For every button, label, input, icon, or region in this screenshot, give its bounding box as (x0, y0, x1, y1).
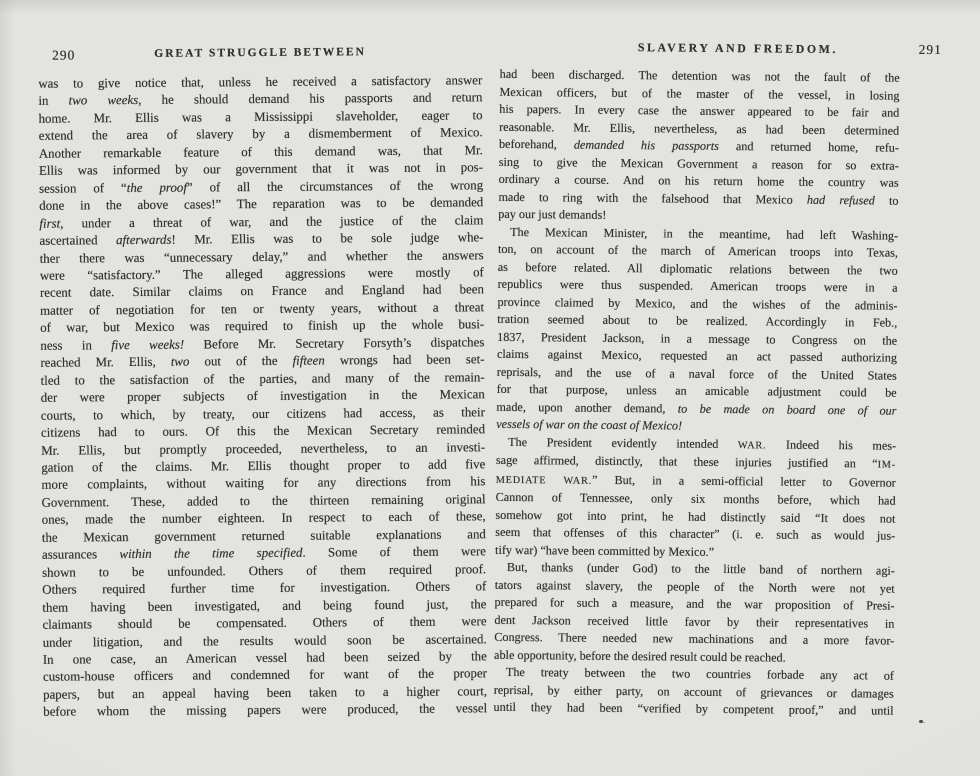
text-segment: the Mexican government returned suitable explanations and (41, 527, 486, 545)
text-segment: gation of the claims. Mr. Ellis thought proper to add five (41, 457, 486, 475)
text-segment: within the time specified (119, 545, 303, 562)
text-segment: reached Mr. Ellis, (40, 354, 171, 370)
text-segment: somehow got into print, he had distinctly said “It does not (495, 507, 896, 526)
text-segment: Mr. Ellis, but promptly proceeded, nevertheless, to an investi- (41, 439, 486, 458)
text-segment: made to ring with the falsehood that Mexico (498, 189, 807, 207)
text-segment: Mexican officers, but of the master of the vessel, in losing (499, 84, 900, 103)
text-line (43, 701, 487, 722)
text-segment: as before related. All diplomatic relations between the two (497, 259, 898, 278)
text-segment: dent Jackson received little favor by their representatives in (494, 612, 895, 631)
text-segment: out of the (189, 354, 293, 369)
text-segment: republics were thus suspended. American troops were in a (497, 276, 898, 295)
text-segment: to (874, 192, 899, 208)
text-segment: tify war) “have been committed by Mexico.” (495, 542, 715, 559)
text-segment: der were proper subjects of investigation in the Mexican (40, 387, 485, 405)
text-segment: sing to give the Mexican Government a reason for so extra- (498, 154, 899, 173)
text-segment: citizens had to ours. Of this the Mexican Secretary reminded (40, 422, 486, 440)
text-segment: ordinary a course. And on his return home the country was (498, 171, 899, 190)
text-segment: session of “ (39, 180, 127, 196)
text-segment: province claimed by Mexico, and the wishes of the adminis- (497, 294, 898, 313)
text-segment: reprisal, by either party, on account of grievances or damages (493, 682, 894, 701)
text-segment: before whom the missing papers were produced, the vessel (43, 701, 488, 720)
text-segment: home. Mr. Ellis was a Mississippi slaveholder, eager to (38, 108, 483, 126)
text-segment: tled to the satisfaction of the parties, and many of the remain- (40, 369, 485, 388)
ink-speck-artifact (919, 720, 923, 723)
text-segment: two (170, 354, 190, 369)
page-number-left: 290 (52, 47, 76, 63)
text-segment: recent date. Similar claims on France and England had been (39, 282, 484, 301)
text-segment: 1837, President Jackson, in a message to Congress on the (497, 329, 898, 348)
text-segment: of war, but Mexico was required to finish up the whole busi- (40, 317, 485, 336)
text-segment: sage affirmed, distinctly, that these injuries justified an “ (495, 452, 878, 471)
text-segment: first (39, 216, 61, 231)
text-segment: claims against Mexico, requested an act passed authorizing (496, 346, 898, 365)
text-segment: fifteen (292, 353, 325, 369)
text-segment: shown to be unfounded. Others of them required proof. (42, 561, 487, 580)
text-segment: Before Mr. Secretary Forsyth’s dispatches (184, 335, 485, 352)
text-segment: Ellis was informed by our government that it was not in pos- (38, 160, 484, 179)
text-segment: Government. These, added to the thirteen remaining original (41, 492, 486, 510)
text-segment: ther there was “unnecessary delay,” and whether the answers (39, 247, 484, 266)
text-segment: ! Mr. Ellis was to be sole judge whe- (171, 230, 484, 247)
text-segment: them having been investigated, and being found just, the (42, 596, 487, 615)
text-segment: Indeed his mes- (766, 436, 897, 453)
text-segment: his papers. In every case the answer appeared to be fair and (499, 101, 900, 120)
text-segment: pay our just demands! (498, 206, 607, 222)
text-segment: assurances (41, 547, 120, 562)
text-segment: demanded his passports (573, 137, 719, 153)
page-text-right (493, 66, 899, 720)
text-segment: reprisals, and the use of a naval force of the United States (496, 364, 897, 383)
text-segment: In one case, an American vessel had been seized by the (42, 649, 487, 667)
text-segment: done in the above cases!” The reparation was to be demanded (39, 195, 484, 213)
text-segment: ton, on account of the march of American troops into Texas, (497, 241, 899, 260)
text-segment: the proof (126, 180, 187, 195)
text-segment: , under a threat of war, and the justice of the claim (60, 212, 484, 231)
text-segment: afterwards (115, 232, 172, 248)
text-segment: reasonable. Mr. Ellis, nevertheless, as had been determined (499, 119, 900, 138)
text-segment: tators against slavery, the people of the North were not yet (494, 577, 895, 596)
text-segment: ” But, in a semi-official letter to Governor (591, 472, 896, 490)
text-segment: courts, to which, by treaty, our citizens had access, as their (40, 404, 485, 423)
book-page-right (493, 38, 947, 721)
text-segment: ascertained (39, 233, 117, 248)
text-segment: Others required further time for investigation. Others of (42, 579, 487, 597)
text-segment: and returned home, refu- (718, 138, 900, 155)
text-segment: was to give notice that, unless he received a satisfactory answer (38, 73, 483, 91)
running-title-left: GREAT STRUGGLE BETWEEN (154, 46, 366, 60)
text-segment: The President evidently intended (508, 434, 738, 451)
text-segment: vessels of war on the coast of Mexico! (496, 416, 683, 433)
text-segment: claimants should be compensated. Others of them were (42, 614, 487, 632)
text-segment: Another remarkable feature of this demand was, that Mr. (38, 143, 483, 161)
text-segment: papers, but an appeal having been taken to a higher court, (43, 684, 488, 702)
running-title-right: SLAVERY AND FREEDOM. (637, 40, 839, 57)
text-segment: Congress. There needed new machinations and a more favor- (494, 629, 895, 648)
text-segment: tration seemed about to be realized. Accordingly in Feb., (497, 311, 898, 330)
page-number-right: 291 (918, 41, 942, 58)
text-segment: . Some of them were (302, 544, 487, 560)
text-segment: seem that offenses of this character” (i. e. such as would jus- (495, 524, 896, 543)
page-header-left (38, 44, 482, 63)
text-segment: custom-house officers and condemned for want of the proper (42, 666, 487, 685)
text-segment: IM- (877, 459, 896, 471)
text-segment: were “satisfactory.” The alleged aggressions were mostly of (39, 265, 484, 283)
text-segment: had refused (806, 192, 875, 207)
text-segment: had been discharged. The detention was not the fault of the (499, 66, 900, 85)
text-segment: The treaty between the two countries forbade any act of (505, 664, 894, 683)
text-segment: , he should demand his passports and return (138, 90, 483, 108)
text-segment: two weeks (68, 93, 139, 108)
text-segment: five weeks! (111, 337, 185, 352)
text-line (493, 699, 893, 720)
text-segment: ” of all the circumstances of the wrong (186, 177, 484, 195)
text-segment: The Mexican Minister, in the meantime, had left Washing- (510, 224, 899, 243)
text-segment: more complaints, without waiting for any directions from his (41, 474, 486, 493)
text-segment: under litigation, and the results would soon be ascertained. (42, 631, 487, 650)
book-page-left (38, 44, 487, 721)
text-segment: wrongs had been set- (324, 352, 485, 368)
text-segment: made, upon another demand, (496, 399, 678, 416)
text-segment: extend the area of slavery by a dismemberment of Mexico. (38, 125, 483, 144)
text-segment: MEDIATE WAR. (495, 474, 593, 487)
text-segment: matter of negotiation for ten or twenty years, without a threat (40, 300, 485, 318)
text-segment: prepared for such a measure, and the war proposition of Presi- (494, 594, 895, 613)
text-segment: WAR. (737, 439, 767, 451)
text-segment: until they had been “verified by competent proof,” and until (493, 699, 894, 718)
text-segment: But, thanks (under God) to the little band of northern agi- (506, 559, 895, 578)
text-segment: for that purpose, unless an amicable adjustment could be (496, 381, 897, 400)
text-segment: Cannon of Tennessee, only six months before, which had (495, 489, 896, 508)
page-header-right (500, 38, 948, 58)
text-segment: in (38, 93, 69, 109)
text-segment: beforehand, (498, 136, 574, 152)
page-text-left (38, 72, 487, 721)
text-segment: able opportunity, before the desired result could be reached. (494, 647, 786, 665)
text-segment: to be made on board one of our (677, 401, 897, 418)
text-segment: ones, made the number eighteen. In respect to each of these, (41, 509, 486, 528)
text-segment: ness in (40, 337, 112, 353)
